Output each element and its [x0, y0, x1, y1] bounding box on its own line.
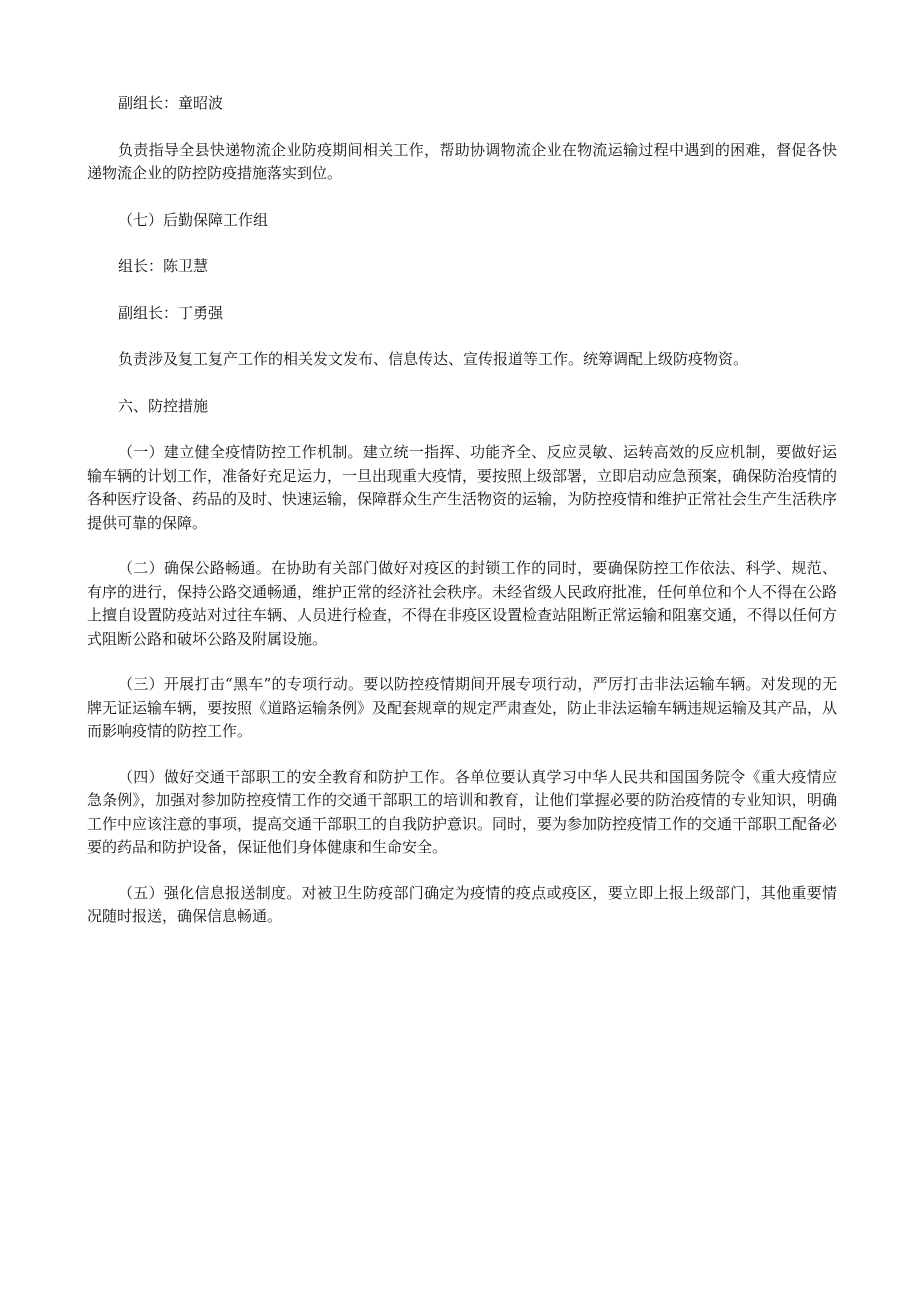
measure-paragraph-2: （二）确保公路畅通。在协助有关部门做好对疫区的封锁工作的同时，要确保防控工作依法、科学、规范、有序的进行，保持公路交通畅通，维护正常的经济社会秩序。未经省级人民政府批准，任何单位和个人不得在公路上擅自设置防疫站对过往车辆、人员进行检查，不得在非疫区设置检查站阻断正常运输和阻塞交通，不得以任何方式阻断公路和破坏公路及附属设施。 [87, 559, 838, 648]
measure-paragraph-1: （一）建立健全疫情防控工作机制。建立统一指挥、功能齐全、反应灵敏、运转高效的反应机制，要做好运输车辆的计划工作，准备好充足运力，一旦出现重大疫情，要按照上级部署，立即启动应急预案，确保防治疫情的各种医疗设备、药品的及时、快速运输，保障群众生产生活物资的运输，为防控疫情和维护正常社会生产生活秩序提供可靠的保障。 [87, 443, 838, 532]
measure-paragraph-3: （三）开展打击“黑车”的专项行动。要以防控疫情期间开展专项行动，严厉打击非法运输车辆。对发现的无牌无证运输车辆，要按照《道路运输条例》及配套规章的规定严肃查处，防止非法运输车辆违规运输及其产品，从而影响疫情的防控工作。 [87, 675, 838, 740]
section-heading-measures: 六、防控措施 [118, 396, 209, 415]
section-heading-logistics-support: （七）后勤保障工作组 [118, 210, 269, 229]
leader-line-support: 组长：陈卫慧 [118, 257, 209, 275]
measure-paragraph-4: （四）做好交通干部职工的安全教育和防护工作。各单位要认真学习中华人民共和国国务院令《重大疫情应急条例》，加强对参加防控疫情工作的交通干部职工的培训和教育，让他们掌握必要的防治疫情的专业知识，明确工作中应该注意的事项，提高交通干部职工的自我防护意识。同时，要为参加防控疫情工作的交通干部职工配备必要的药品和防护设备，保证他们身体健康和生命安全。 [87, 767, 838, 856]
deputy-leader-line-support: 副组长：丁勇强 [118, 303, 224, 322]
support-duty-paragraph: 负责涉及复工复产工作的相关发文发布、信息传达、宣传报道等工作。统筹调配上级防疫物资。 [118, 350, 749, 368]
measure-paragraph-5: （五）强化信息报送制度。对被卫生防疫部门确定为疫情的疫点或疫区，要立即上报上级部门，其他重要情况随时报送，确保信息畅通。 [87, 883, 837, 925]
logistics-duty-paragraph: 负责指导全县快递物流企业防疫期间相关工作，帮助协调物流企业在物流运输过程中遇到的困难，督促各快递物流企业的防控防疫措施落实到位。 [87, 140, 837, 182]
deputy-leader-line-logistics: 副组长：童昭波 [118, 94, 224, 112]
document-body [87, 92, 837, 929]
